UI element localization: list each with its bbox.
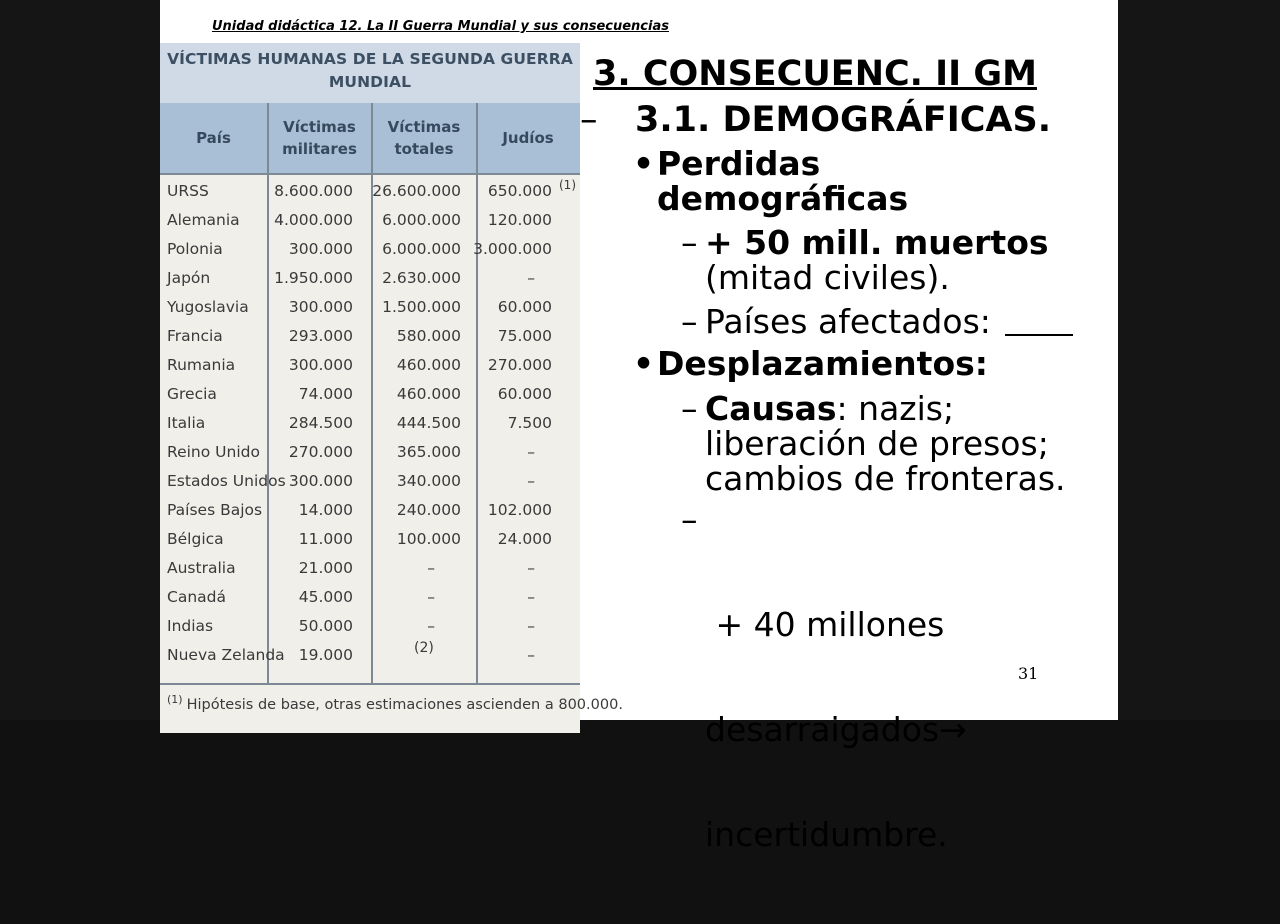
page-number: 31 xyxy=(1018,664,1039,683)
table-row xyxy=(160,496,580,525)
cell-jews: 60.000 xyxy=(497,298,552,316)
cell-military: 19.000 xyxy=(298,646,353,664)
table-row xyxy=(160,641,580,670)
cell-total: 2.630.000 xyxy=(382,269,461,287)
slide: Unidad didáctica 12. La II Guerra Mundial y sus consecuencias VÍCTIMAS HUMANAS DE LA SEGUNDA GUERRA MUNDIAL País Víctimas militares Víctimas totales Judíos URSS 8.600.000 26.600.000 650.000 (1) Alemania 4.000.000 6.000.000 120.000 Polonia 300.000 6.000.000 3.000.000 Japón 1.950.000 2.630.000 – Yugoslavia 300.000 1.500.000 60.000 Francia 293.000 580.000 75.000 Rumania 300.000 460.000 270.000 Grecia 74.000 460.000 60.000 Italia 284.500 444.500 7.500 Reino Unido 270.000 365.000 – Estados Unidos 300.000 340.000 – Países Bajos 14.000 240.000 102.000 Bélgica 11.000 100.000 24.000 Australia 21.000 – – Canadá 45.000 – – Indias 50.000 – – Nueva Zelanda 19.000 – (2) $^{(1)}$ Hipótesis de base, otras estimaciones ascienden a 800.000. 3. CONSECUENC. II GM – 3.1. DEMOGRÁFICAS. • Perdidas demográficas – + 50 mill. muertos (mitad civiles). – Países afectados: • Desplazamientos: – Causas: nazis; liberación de presos; cambios de fronteras. – + 40 millones desarraigados→ incertidumbre. 31 xyxy=(160,0,1118,720)
cell-total: 460.000 xyxy=(396,385,461,403)
table-row xyxy=(160,467,580,496)
cell-jews: 3.000.000 xyxy=(473,240,552,258)
cell-military: 45.000 xyxy=(298,588,353,606)
cell-military: 284.500 xyxy=(288,414,353,432)
cell-country: Estados Unidos xyxy=(167,472,286,490)
cell-jews: – xyxy=(527,269,535,287)
table-row xyxy=(160,293,580,322)
table-row xyxy=(160,380,580,409)
item-causas: – Causas: nazis; liberación de presos; cambios de fronteras. xyxy=(681,389,1066,498)
cell-jews: 60.000 xyxy=(497,385,552,403)
cell-jews: – xyxy=(527,588,535,606)
cell-military: 300.000 xyxy=(288,240,353,258)
table-row xyxy=(160,583,580,612)
cell-jews: 75.000 xyxy=(497,327,552,345)
cell-military: 74.000 xyxy=(298,385,353,403)
note-2: (2) xyxy=(414,640,434,656)
item-desarraigados: – + 40 millones desarraigados→ incertidumbre. xyxy=(681,500,967,854)
table-row xyxy=(160,351,580,380)
table-footnote: $^{(1)}$ Hipótesis de base, otras estimaciones ascienden a 800.000. xyxy=(167,693,623,713)
cell-country: Bélgica xyxy=(167,530,224,548)
cell-jews: 650.000 xyxy=(487,182,552,200)
unit-header: Unidad didáctica 12. La II Guerra Mundial y sus consecuencias xyxy=(212,19,669,34)
cell-country: Francia xyxy=(167,327,223,345)
table-row xyxy=(160,322,580,351)
table-title xyxy=(160,43,580,103)
cell-country: Indias xyxy=(167,617,214,635)
cell-total: 26.600.000 xyxy=(372,182,461,200)
bullet-desplazamientos: • Desplazamientos: xyxy=(633,344,988,383)
cell-total: – xyxy=(427,588,435,606)
table-divider xyxy=(160,173,580,175)
cell-total: 444.500 xyxy=(396,414,461,432)
cell-total: 6.000.000 xyxy=(382,211,461,229)
right-letterbox xyxy=(1118,0,1280,720)
cell-military: 293.000 xyxy=(288,327,353,345)
cell-military: 11.000 xyxy=(298,530,353,548)
cell-country: Rumania xyxy=(167,356,236,374)
cell-jews: 7.500 xyxy=(507,414,552,432)
item-paises: – Países afectados: xyxy=(705,304,1073,339)
cell-country: Nueva Zelanda xyxy=(167,646,285,664)
col-header-jews: Judíos xyxy=(476,103,580,173)
cell-military: 50.000 xyxy=(298,617,353,635)
cell-total: – xyxy=(427,617,435,635)
table-row xyxy=(160,409,580,438)
cell-total: 6.000.000 xyxy=(382,240,461,258)
table-row xyxy=(160,554,580,583)
cell-country: URSS xyxy=(167,182,209,200)
slide-title: 3. CONSECUENC. II GM xyxy=(593,54,1037,94)
cell-country: Japón xyxy=(167,269,211,287)
cell-total: 580.000 xyxy=(396,327,461,345)
answer-blank xyxy=(1005,304,1073,336)
table-row xyxy=(160,206,580,235)
cell-country: Italia xyxy=(167,414,206,432)
footnote-marker: (1) xyxy=(559,178,576,192)
cell-country: Canadá xyxy=(167,588,226,606)
bullet-perdidas: • Perdidas demográficas xyxy=(633,144,909,218)
table-row xyxy=(160,438,580,467)
arrow-right-icon: → xyxy=(939,710,967,749)
cell-country: Países Bajos xyxy=(167,501,263,519)
cell-country: Reino Unido xyxy=(167,443,260,461)
casualties-table-image xyxy=(160,43,623,733)
cell-military: 300.000 xyxy=(288,472,353,490)
cell-military: 270.000 xyxy=(288,443,353,461)
cell-military: 21.000 xyxy=(298,559,353,577)
cell-country: Yugoslavia xyxy=(167,298,249,316)
cell-country: Grecia xyxy=(167,385,217,403)
cell-country: Polonia xyxy=(167,240,223,258)
cell-jews: 270.000 xyxy=(487,356,552,374)
cell-total: 340.000 xyxy=(396,472,461,490)
cell-total: 460.000 xyxy=(396,356,461,374)
table-title-line1: VÍCTIMAS HUMANAS DE LA SEGUNDA GUERRA xyxy=(167,50,573,68)
cell-jews: 24.000 xyxy=(497,530,552,548)
cell-military: 14.000 xyxy=(298,501,353,519)
table-row xyxy=(160,612,580,641)
table-row xyxy=(160,264,580,293)
cell-jews: – xyxy=(527,443,535,461)
cell-country: Alemania xyxy=(167,211,240,229)
cell-jews: – xyxy=(527,559,535,577)
cell-total: 1.500.000 xyxy=(382,298,461,316)
cell-military: 8.600.000 xyxy=(274,182,353,200)
cell-jews: – xyxy=(527,472,535,490)
col-header-total: Víctimas totales xyxy=(372,103,476,173)
cell-military: 4.000.000 xyxy=(274,211,353,229)
item-muertos: – + 50 mill. muertos (mitad civiles). xyxy=(681,223,1049,297)
table-row xyxy=(160,177,580,206)
cell-jews: – xyxy=(527,646,535,664)
table-row xyxy=(160,525,580,554)
left-letterbox xyxy=(0,0,160,720)
col-header-military: Víctimas militares xyxy=(267,103,372,173)
table-row xyxy=(160,235,580,264)
table-divider xyxy=(160,683,580,685)
cell-jews: – xyxy=(527,617,535,635)
col-header-country: País xyxy=(160,103,267,173)
cell-total: 100.000 xyxy=(396,530,461,548)
cell-jews: 120.000 xyxy=(487,211,552,229)
cell-country: Australia xyxy=(167,559,236,577)
cell-total: 365.000 xyxy=(396,443,461,461)
cell-jews: 102.000 xyxy=(487,501,552,519)
cell-total: – xyxy=(427,559,435,577)
table-title-line2: MUNDIAL xyxy=(328,73,412,91)
cell-military: 300.000 xyxy=(288,356,353,374)
cell-military: 300.000 xyxy=(288,298,353,316)
cell-total: 240.000 xyxy=(396,501,461,519)
cell-military: 1.950.000 xyxy=(274,269,353,287)
